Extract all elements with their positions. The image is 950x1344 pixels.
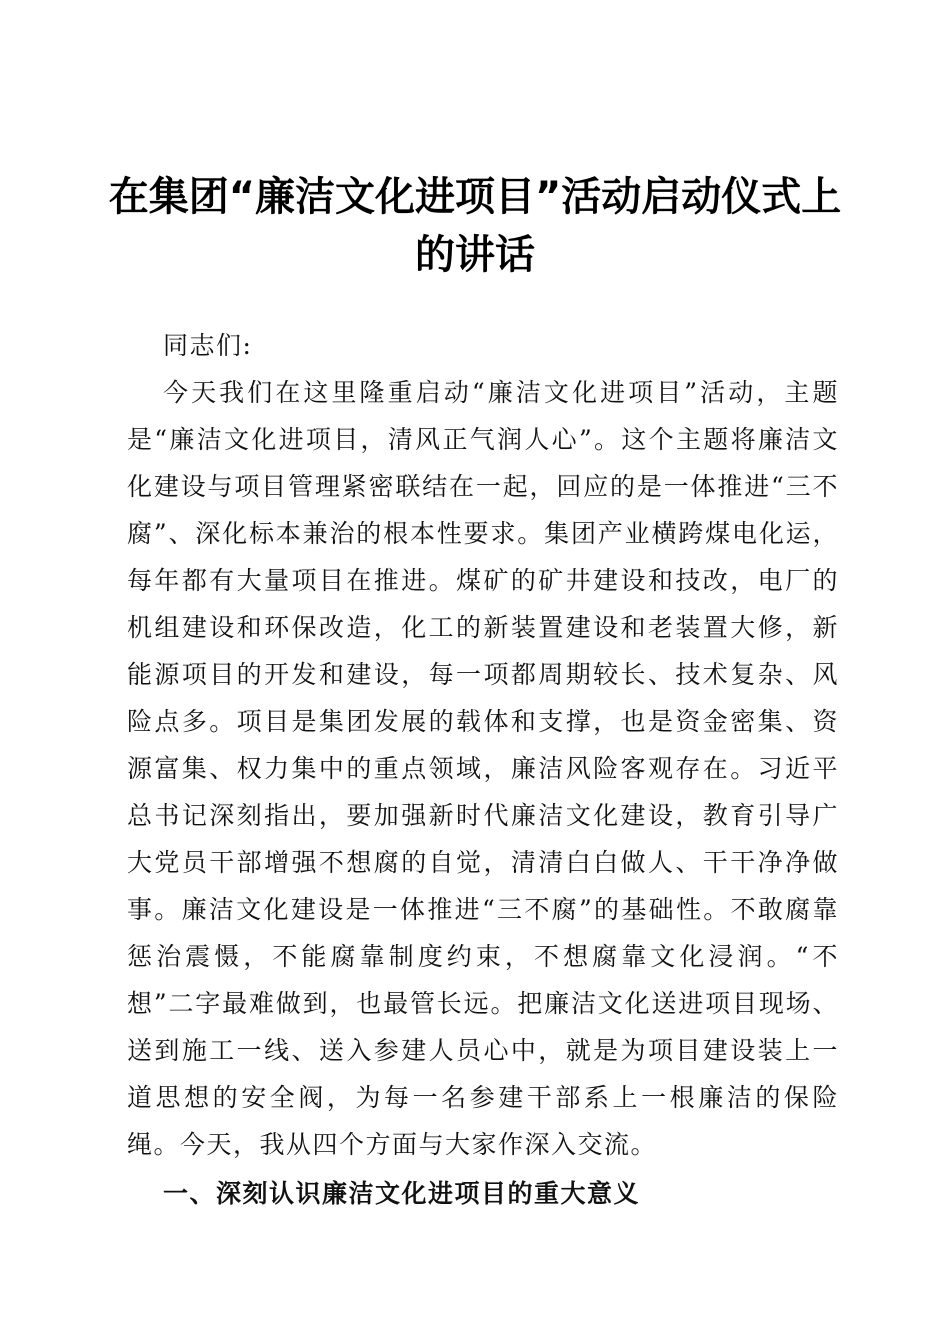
section-heading: 一、深刻认识廉洁文化进项目的重大意义 bbox=[163, 1179, 641, 1208]
paragraph: 今天我们在这里隆重启动“廉洁文化进项目”活动，主题是“廉洁文化进项目，清风正气润人心”。这个主题将廉洁文化建设与项目管理紧密联结在一起，回应的是一体推进“三不腐”、深化标本兼治的根本性要求。集团产业横跨煤电化运，每年都有大量项目在推进。煤矿的矿井建设和技改，电厂的机组建设和环保改造，化工的新装置建设和老装置大修，新能源项目的开发和建设，每一项都周期较长、技术复杂、风险点多。项目是集团发展的载体和支撑，也是资金密集、资源富集、权力集中的重点领域，廉洁风险客观存在。习近平总书记深刻指出，要加强新时代廉洁文化建设，教育引导广大党员干部增强不想腐的自觉，清清白白做人、干干净净做事。廉洁文化建设是一体推进“三不腐”的基础性。不敢腐靠惩治震慑，不能腐靠制度约束，不想腐靠文化浸润。“不想”二字最难做到，也最管长远。把廉洁文化送进项目现场、送到施工一线、送入参建人员心中，就是为项目建设装上一道思想的安全阀，为每一名参建干部系上一根廉洁的保险绳。今天，我从四个方面与大家作深入交流。 bbox=[127, 378, 839, 1159]
document-body bbox=[127, 322, 839, 1217]
document-title: 在集团“廉洁文化进项目”活动启动仪式上的讲话 bbox=[108, 174, 842, 278]
salutation: 同志们: bbox=[163, 331, 253, 360]
